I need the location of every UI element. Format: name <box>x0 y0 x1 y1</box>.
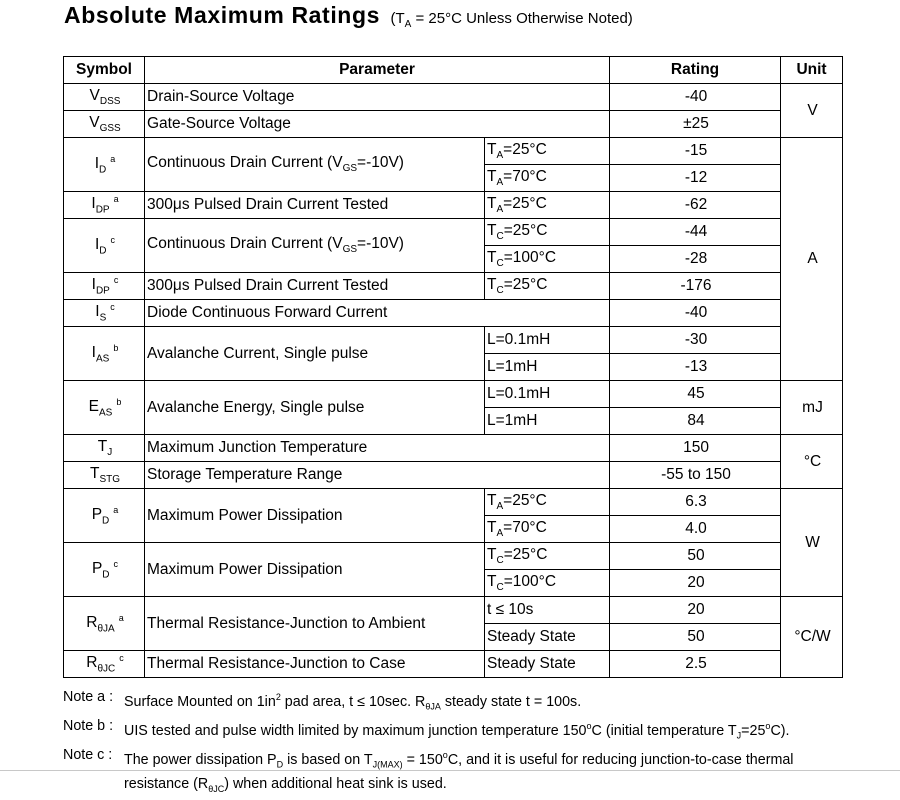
table-row <box>64 327 843 354</box>
parameter-cell: Avalanche Current, Single pulse <box>145 327 485 381</box>
parameter-cell: Maximum Power Dissipation <box>145 543 485 597</box>
table-row <box>64 84 843 111</box>
symbol-cell: $T_{STG}$ <box>64 462 145 489</box>
unit-cell: °C <box>781 435 843 489</box>
symbol-cell: $P_D^a$ <box>64 489 145 543</box>
note-c <box>63 746 893 799</box>
rating-cell: -15 <box>610 138 781 165</box>
rating-cell: -55 to 150 <box>610 462 781 489</box>
table-row <box>64 381 843 408</box>
symbol-cell: $I_{DP}^c$ <box>64 273 145 300</box>
rating-cell: 20 <box>610 597 781 624</box>
parameter-cell: Thermal Resistance-Junction to Ambient <box>145 597 485 651</box>
rating-cell: 2.5 <box>610 651 781 678</box>
header-parameter: Parameter <box>145 57 610 84</box>
parameter-cell: Diode Continuous Forward Current <box>145 300 610 327</box>
symbol-cell: $I_{AS}^b$ <box>64 327 145 381</box>
symbol-cell: $T_J$ <box>64 435 145 462</box>
rating-cell: 150 <box>610 435 781 462</box>
parameter-cell: 300μs Pulsed Drain Current Tested <box>145 192 485 219</box>
rating-cell: -176 <box>610 273 781 300</box>
parameter-cell: Drain-Source Voltage <box>145 84 610 111</box>
rating-cell: 6.3 <box>610 489 781 516</box>
symbol-cell: $V_{GSS}$ <box>64 111 145 138</box>
condition-cell: Steady State <box>485 651 610 678</box>
note-text: Surface Mounted on $1in^2$ pad area, t ≤ 10sec. $R_{\theta JA}$ steady state t = 100s. <box>124 692 582 712</box>
note-label: Note a : <box>63 689 114 705</box>
header-row <box>64 57 843 84</box>
rating-cell: ±25 <box>610 111 781 138</box>
rating-cell: 84 <box>610 408 781 435</box>
condition-cell: $T_A=70^\circ C$ <box>485 516 610 543</box>
note-text: The power dissipation $P_D$ is based on $T_{J(MAX)} = 150^oC$, and it is useful for reducing junction-to-case thermal resistance $(R_{\theta JC})$ when additional heat sink is used. <box>124 750 794 795</box>
table-row <box>64 192 843 219</box>
parameter-cell: Maximum Power Dissipation <box>145 489 485 543</box>
table-row <box>64 543 843 570</box>
parameter-cell: Maximum Junction Temperature <box>145 435 610 462</box>
table-row <box>64 219 843 246</box>
symbol-cell: $I_{DP}^a$ <box>64 192 145 219</box>
symbol-cell: $V_{DSS}$ <box>64 84 145 111</box>
rating-cell: 20 <box>610 570 781 597</box>
condition-cell: L=0.1mH <box>485 327 610 354</box>
header-symbol: Symbol <box>64 57 145 84</box>
rating-cell: -40 <box>610 300 781 327</box>
parameter-cell: 300μs Pulsed Drain Current Tested <box>145 273 485 300</box>
table-row <box>64 273 843 300</box>
note-label: Note b : <box>63 718 114 735</box>
unit-cell: °C/W <box>781 597 843 678</box>
table-row <box>64 111 843 138</box>
rating-cell: -30 <box>610 327 781 354</box>
rating-cell: 50 <box>610 624 781 651</box>
condition-cell: L=1mH <box>485 354 610 381</box>
title-main: Absolute Maximum Ratings <box>64 2 380 28</box>
condition-cell: L=1mH <box>485 408 610 435</box>
header-rating: Rating <box>610 57 781 84</box>
header-unit: Unit <box>781 57 843 84</box>
parameter-cell: Continuous Drain Current $(V_{GS}=-10V)$ <box>145 219 485 273</box>
ratings-table <box>63 56 843 678</box>
rating-cell: -13 <box>610 354 781 381</box>
symbol-cell: $R_{\theta JA}^a$ <box>64 597 145 651</box>
condition-cell: $T_A=25^\circ C$ <box>485 489 610 516</box>
unit-cell: A <box>781 138 843 381</box>
condition-cell: $T_C=25^\circ C$ <box>485 543 610 570</box>
condition-cell: $T_C=25^\circ C$ <box>485 273 610 300</box>
note-a <box>63 688 893 717</box>
rating-cell: -44 <box>610 219 781 246</box>
unit-cell: W <box>781 489 843 597</box>
table-row <box>64 435 843 462</box>
section-title <box>64 2 633 30</box>
symbol-cell: $I_D^c$ <box>64 219 145 273</box>
rating-cell: -28 <box>610 246 781 273</box>
condition-cell: Steady State <box>485 624 610 651</box>
rating-cell: -12 <box>610 165 781 192</box>
parameter-cell: Avalanche Energy, Single pulse <box>145 381 485 435</box>
rating-cell: 4.0 <box>610 516 781 543</box>
rating-cell: -40 <box>610 84 781 111</box>
symbol-cell: $P_D^c$ <box>64 543 145 597</box>
rating-cell: -62 <box>610 192 781 219</box>
table-row <box>64 462 843 489</box>
condition-cell: $T_A=25^\circ C$ <box>485 192 610 219</box>
symbol-cell: $E_{AS}^b$ <box>64 381 145 435</box>
title-condition: ($T_A = 25^\circ C$ Unless Otherwise Noted) <box>390 10 633 30</box>
condition-cell: $T_A=70^\circ C$ <box>485 165 610 192</box>
condition-cell: t ≤ 10s <box>485 597 610 624</box>
note-text: UIS tested and pulse width limited by maximum junction temperature 150$^o$C (initial temperature $T_J=25^oC$). <box>124 721 790 741</box>
condition-cell: $T_C=100^\circ C$ <box>485 570 610 597</box>
parameter-cell: Storage Temperature Range <box>145 462 610 489</box>
symbol-cell: $R_{\theta JC}^c$ <box>64 651 145 678</box>
rating-cell: 50 <box>610 543 781 570</box>
note-label: Note c : <box>63 747 113 764</box>
condition-cell: $T_C=100^\circ C$ <box>485 246 610 273</box>
condition-cell: $T_A=25^\circ C$ <box>485 138 610 165</box>
table-row <box>64 597 843 624</box>
condition-cell: $T_C=25^\circ C$ <box>485 219 610 246</box>
parameter-cell: Thermal Resistance-Junction to Case <box>145 651 485 678</box>
table-row <box>64 300 843 327</box>
page-divider <box>0 770 900 771</box>
condition-cell: L=0.1mH <box>485 381 610 408</box>
table-row <box>64 138 843 165</box>
symbol-cell: $I_D^a$ <box>64 138 145 192</box>
unit-cell: V <box>781 84 843 138</box>
notes-section <box>63 688 893 800</box>
symbol-cell: $I_S^c$ <box>64 300 145 327</box>
parameter-cell: Gate-Source Voltage <box>145 111 610 138</box>
parameter-cell: Continuous Drain Current $(V_{GS}=-10V)$ <box>145 138 485 192</box>
table-row <box>64 489 843 516</box>
rating-cell: 45 <box>610 381 781 408</box>
unit-cell: mJ <box>781 381 843 435</box>
table-row <box>64 651 843 678</box>
note-b <box>63 717 893 746</box>
